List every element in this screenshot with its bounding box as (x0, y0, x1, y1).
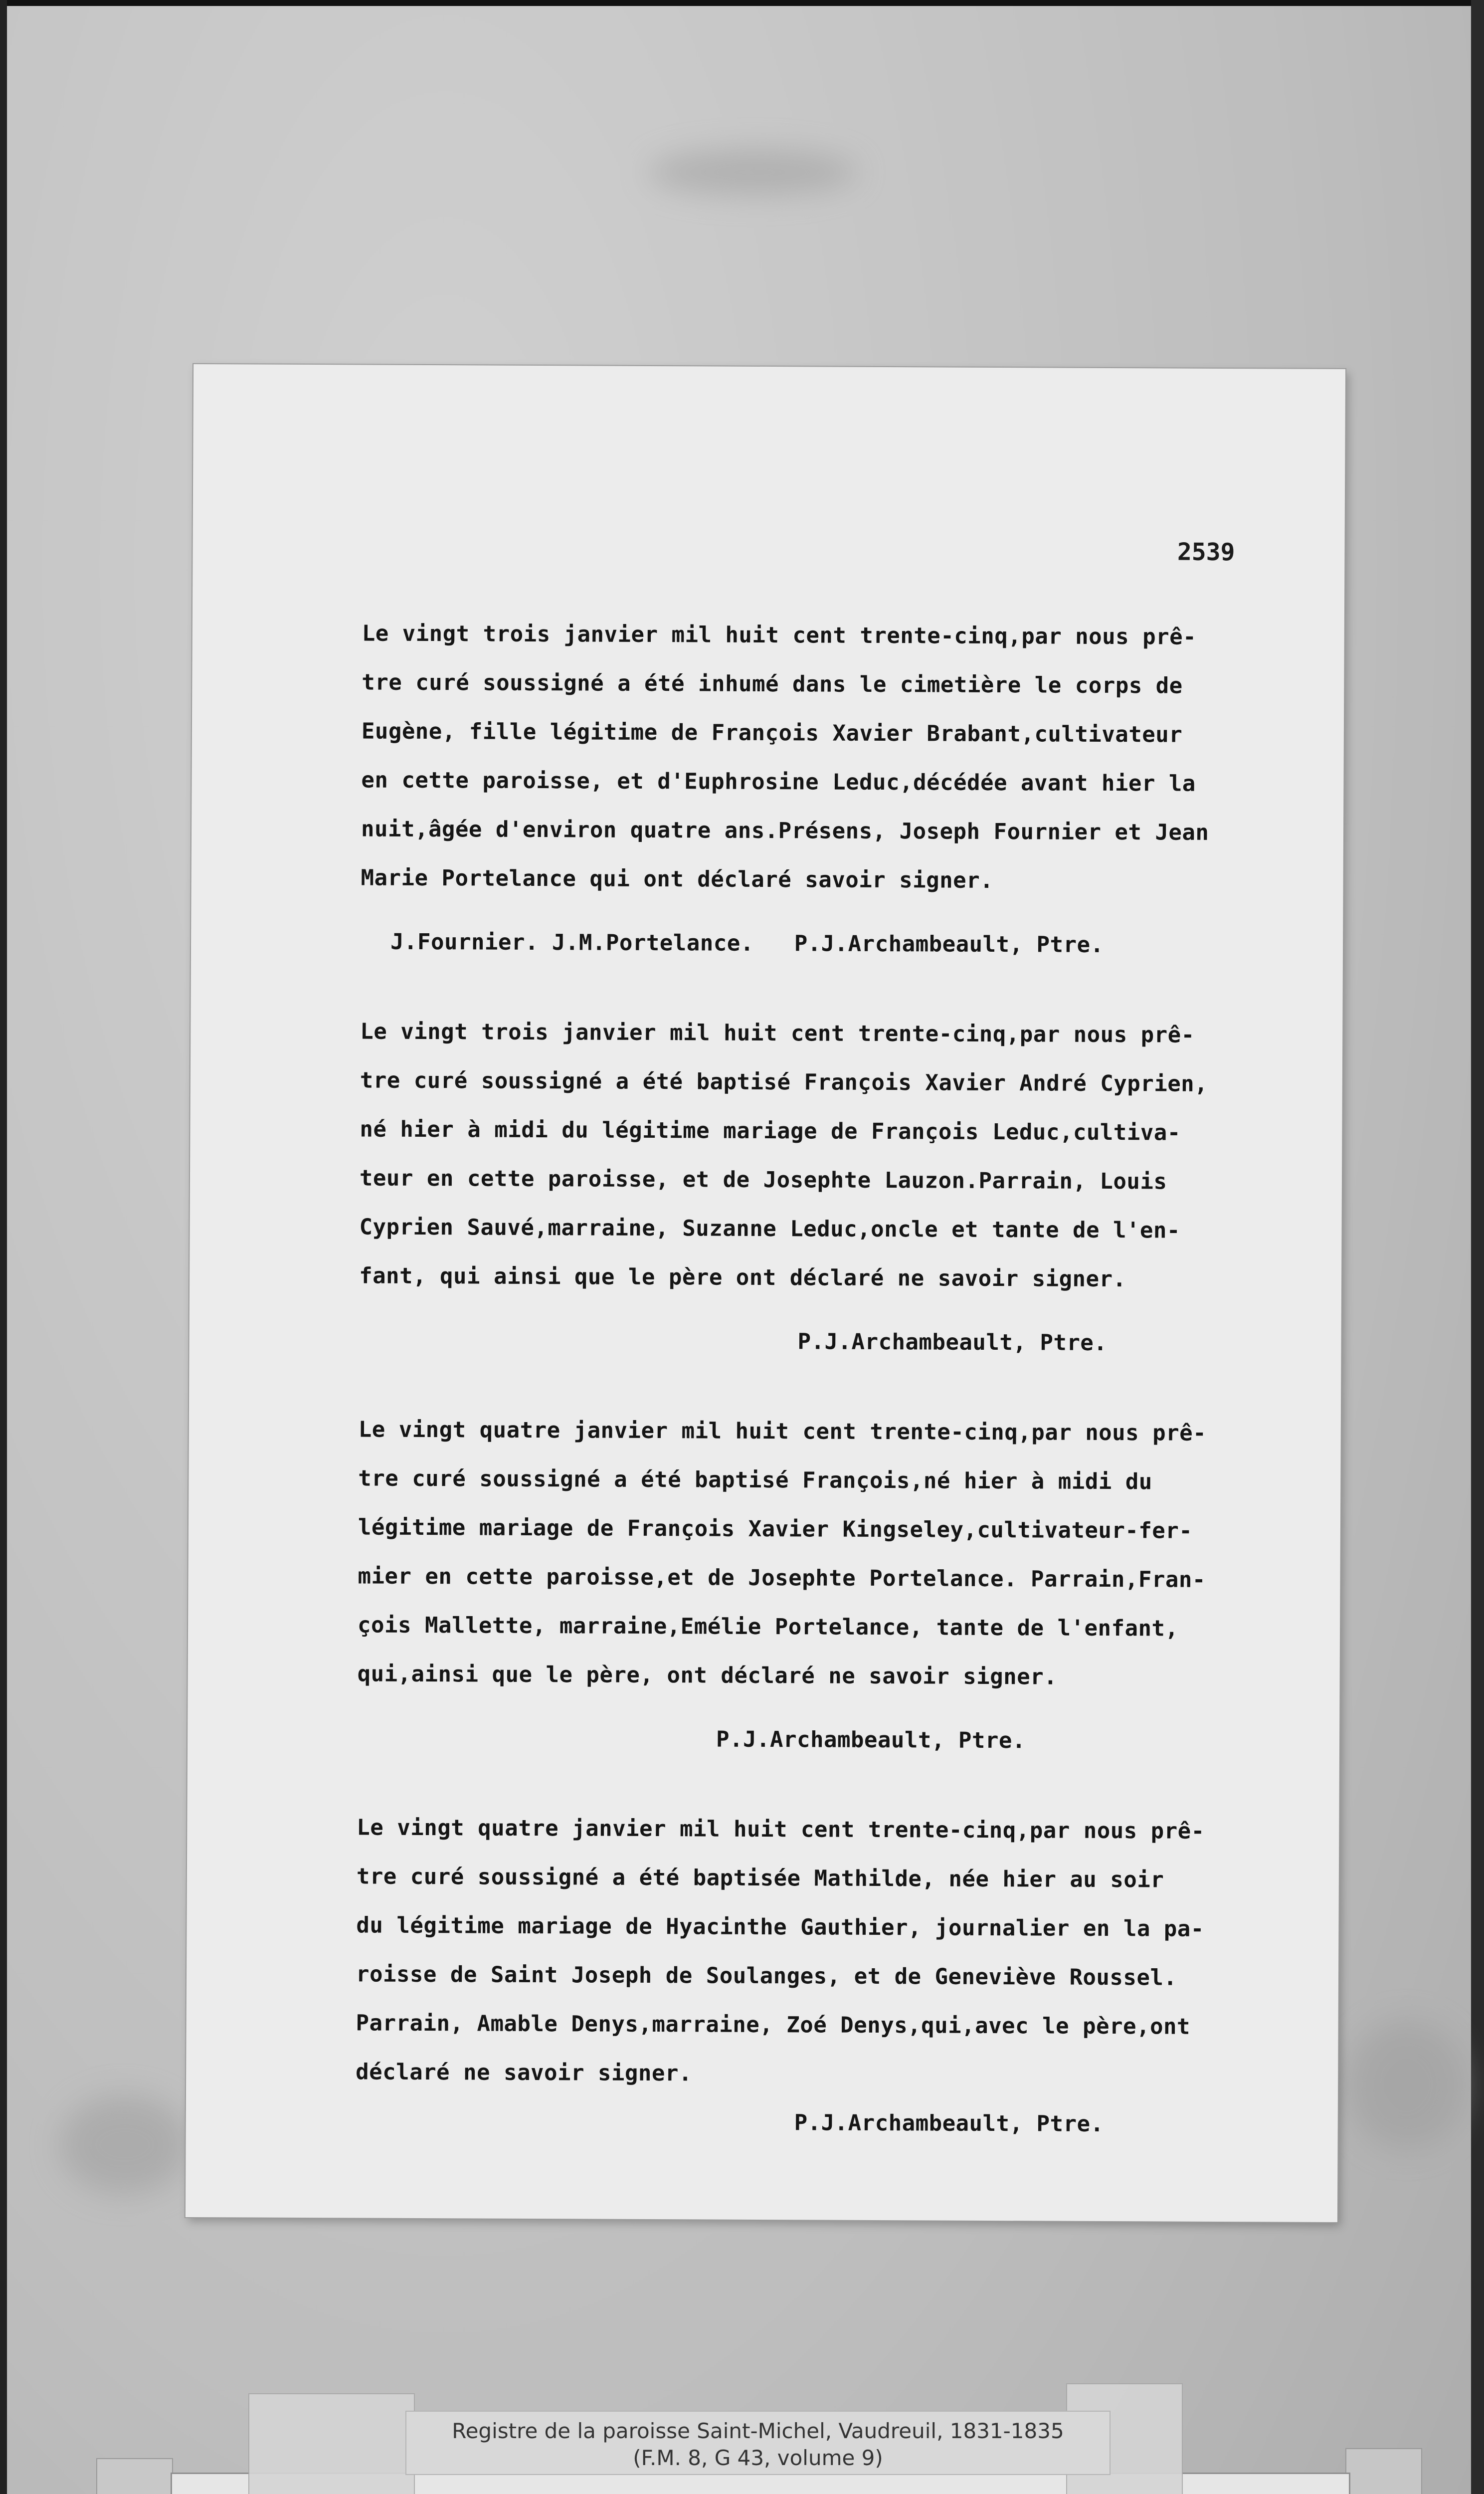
entry-line: Le vingt trois janvier mil huit cent trente-cinq,par nous prê- (360, 1019, 1195, 1048)
entry-signature: P.J.Archambeault, Ptre. (716, 1726, 1026, 1754)
entry-line: Le vingt quatre janvier mil huit cent trente-cinq,par nous prê- (358, 1417, 1207, 1446)
entry-line: tre curé soussigné a été baptisé François,né hier à midi du (358, 1465, 1152, 1495)
register-entry (357, 1405, 1296, 1766)
entry-line: roisse de Saint Joseph de Soulanges, et de Geneviève Roussel. (356, 1961, 1177, 1991)
entry-line: Cyprien Sauvé,marraine, Suzanne Leduc,oncle et tante de l'en- (359, 1214, 1181, 1244)
register-entry (359, 1007, 1298, 1368)
entry-line: Le vingt quatre janvier mil huit cent trente-cinq,par nous prê- (357, 1815, 1205, 1844)
entry-line: Eugène, fille légitime de François Xavier Brabant,cultivateur (361, 718, 1183, 748)
entry-line: qui,ainsi que le père, ont déclaré ne savoir signer. (357, 1661, 1058, 1690)
register-entry (361, 609, 1299, 970)
entry-line: du légitime mariage de Hyacinthe Gauthier, journalier en la pa- (356, 1912, 1204, 1942)
mount-strip-left (97, 2459, 172, 2494)
entry-line: tre curé soussigné a été baptisé François Xavier André Cyprien, (360, 1067, 1208, 1097)
stain (648, 150, 858, 195)
entry-signature: J.Fournier. J.M.Portelance. P.J.Archambeault, Ptre. (390, 929, 1104, 958)
register-entries (356, 609, 1299, 2149)
entry-line: légitime mariage de François Xavier Kingseley,cultivateur-fer- (358, 1514, 1193, 1544)
register-page (186, 364, 1345, 2222)
film-border-top (0, 0, 1484, 6)
stain (60, 2095, 189, 2195)
entry-line: Marie Portelance qui ont déclaré savoir signer. (361, 865, 994, 893)
register-entry (356, 1803, 1295, 2149)
entry-line: mier en cette paroisse,et de Josephte Portelance. Parrain,Fran- (358, 1563, 1206, 1593)
entry-signature: P.J.Archambeault, Ptre. (794, 2110, 1104, 2137)
film-border-left (0, 0, 7, 2494)
page-number: 2539 (1177, 538, 1235, 567)
entry-line: Le vingt trois janvier mil huit cent trente-cinq,par nous prê- (362, 621, 1197, 650)
film-border-right (1471, 0, 1484, 2494)
tape-piece (249, 2394, 414, 2494)
entry-line: tre curé soussigné a été inhumé dans le cimetière le corps de (362, 669, 1183, 699)
caption-line-1: Registre de la paroisse Saint-Michel, Vaudreuil, 1831-1835 (452, 2419, 1064, 2443)
entry-line: nuit,âgée d'environ quatre ans.Présens, Joseph Fournier et Jean (361, 816, 1209, 845)
source-caption (406, 2412, 1110, 2474)
entry-line: fant, qui ainsi que le père ont déclaré ne savoir signer. (359, 1263, 1126, 1292)
stain (1346, 2020, 1466, 2150)
entry-signature: P.J.Archambeault, Ptre. (797, 1329, 1108, 1356)
mount-strip-right (1346, 2449, 1421, 2494)
entry-line: déclaré ne savoir signer. (356, 2059, 693, 2086)
caption-line-2: (F.M. 8, G 43, volume 9) (633, 2446, 883, 2470)
entry-line: teur en cette paroisse, et de Josephte Lauzon.Parrain, Louis (359, 1165, 1167, 1195)
entry-line: tre curé soussigné a été baptisée Mathilde, née hier au soir (356, 1864, 1164, 1893)
entry-line: çois Mallette, marraine,Emélie Portelance, tante de l'enfant, (357, 1612, 1179, 1642)
entry-line: en cette paroisse, et d'Euphrosine Leduc,décédée avant hier la (361, 767, 1196, 797)
entry-line: Parrain, Amable Denys,marraine, Zoé Denys,qui,avec le père,ont (356, 2010, 1191, 2040)
entry-line: né hier à midi du légitime mariage de François Leduc,cultiva- (360, 1116, 1181, 1146)
